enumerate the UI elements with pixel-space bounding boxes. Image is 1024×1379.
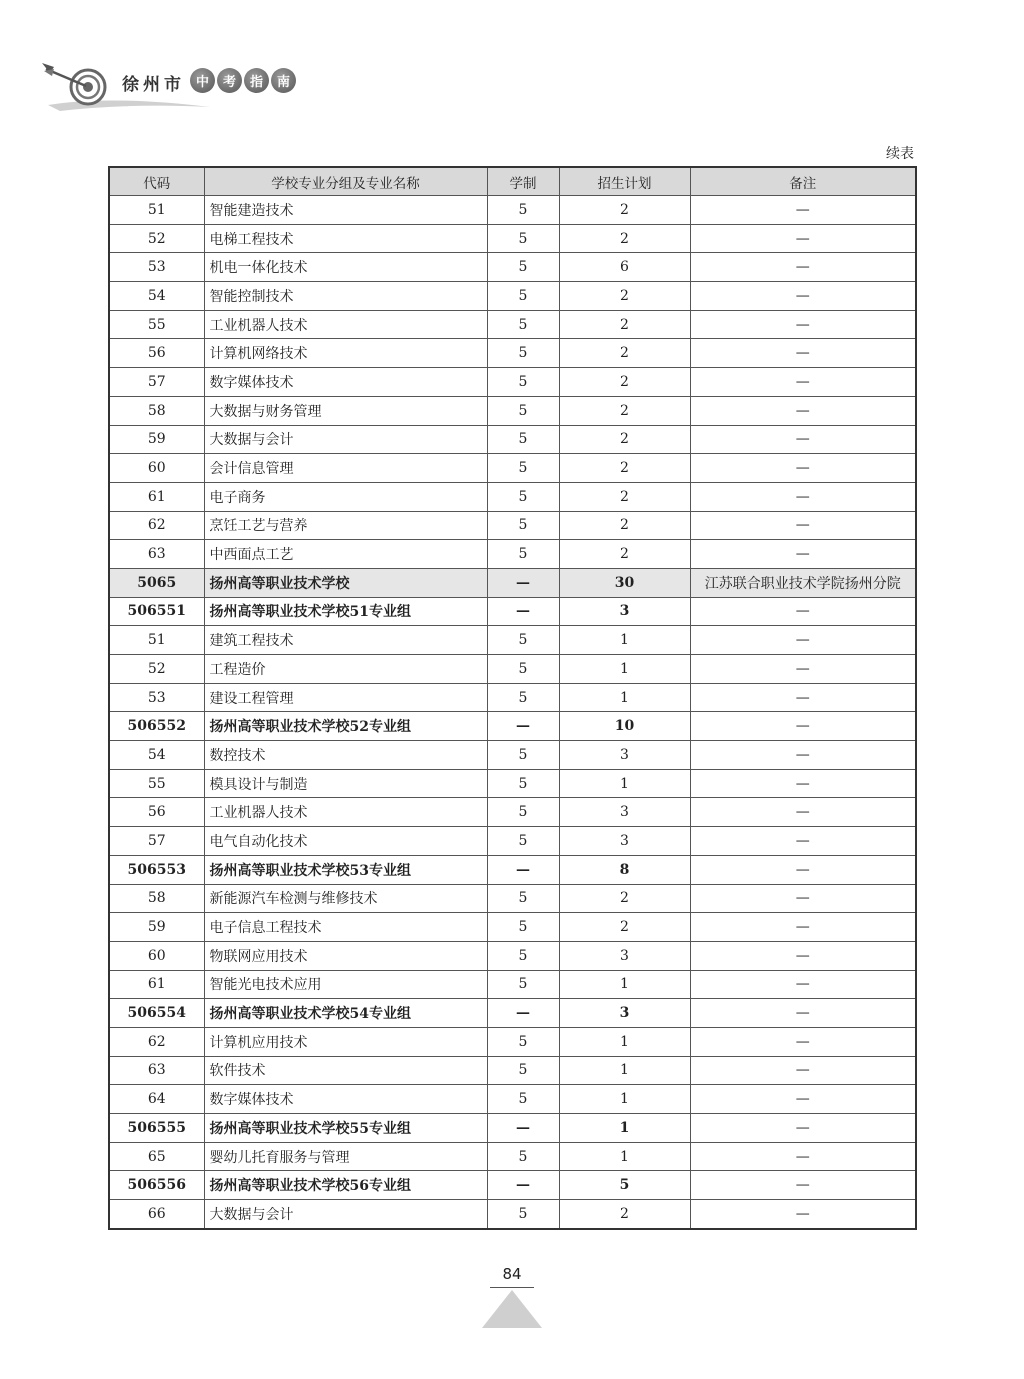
cell-years: 5 (487, 884, 559, 913)
cell-years: 5 (487, 196, 559, 225)
cell-years: 5 (487, 1027, 559, 1056)
table-row (109, 999, 916, 1028)
table-row (109, 482, 916, 511)
cell-name: 电气自动化技术 (204, 827, 487, 856)
cell-name: 中西面点工艺 (204, 540, 487, 569)
cell-note: — (690, 741, 916, 770)
cell-plan: 3 (559, 798, 690, 827)
table-row (109, 769, 916, 798)
cell-years: 5 (487, 482, 559, 511)
cell-plan: 2 (559, 884, 690, 913)
table-header-row (109, 167, 916, 196)
cell-plan: 1 (559, 769, 690, 798)
cell-plan: 3 (559, 827, 690, 856)
cell-plan: 8 (559, 855, 690, 884)
cell-code: 66 (109, 1200, 204, 1229)
cell-plan: 1 (559, 626, 690, 655)
cell-years: — (487, 597, 559, 626)
cell-code: 57 (109, 827, 204, 856)
table-row (109, 626, 916, 655)
cell-plan: 2 (559, 454, 690, 483)
table-row (109, 597, 916, 626)
cell-years: 5 (487, 454, 559, 483)
cell-note: — (690, 196, 916, 225)
cell-plan: 30 (559, 568, 690, 597)
cell-years: 5 (487, 970, 559, 999)
cell-years: — (487, 712, 559, 741)
cell-name: 建筑工程技术 (204, 626, 487, 655)
cell-note: — (690, 884, 916, 913)
cell-note: — (690, 396, 916, 425)
cell-years: — (487, 855, 559, 884)
cell-plan: 1 (559, 1027, 690, 1056)
continued-label: 续表 (886, 146, 914, 162)
cell-note: — (690, 597, 916, 626)
cell-plan: 2 (559, 368, 690, 397)
cell-years: — (487, 1114, 559, 1143)
cell-note: — (690, 941, 916, 970)
cell-name: 扬州高等职业技术学校52专业组 (204, 712, 487, 741)
cell-years: 5 (487, 1142, 559, 1171)
cell-plan: 2 (559, 511, 690, 540)
table-row (109, 568, 916, 597)
page-number-rule (490, 1287, 534, 1288)
cell-code: 59 (109, 913, 204, 942)
table-row (109, 941, 916, 970)
cell-years: 5 (487, 282, 559, 311)
cell-plan: 1 (559, 655, 690, 684)
cell-plan: 2 (559, 310, 690, 339)
cell-name: 烹饪工艺与营养 (204, 511, 487, 540)
cell-code: 52 (109, 224, 204, 253)
cell-years: 5 (487, 655, 559, 684)
cell-name: 物联网应用技术 (204, 941, 487, 970)
page-number: 84 (502, 1265, 522, 1283)
cell-years: 5 (487, 339, 559, 368)
cell-code: 53 (109, 683, 204, 712)
cell-code: 54 (109, 741, 204, 770)
table-row (109, 855, 916, 884)
cell-plan: 1 (559, 683, 690, 712)
cell-code: 64 (109, 1085, 204, 1114)
column-header-note: 备注 (690, 167, 916, 196)
cell-note: — (690, 1085, 916, 1114)
table-row (109, 1085, 916, 1114)
cell-code: 62 (109, 1027, 204, 1056)
cell-plan: 10 (559, 712, 690, 741)
cell-plan: 2 (559, 482, 690, 511)
cell-name: 扬州高等职业技术学校 (204, 568, 487, 597)
cell-note: — (690, 798, 916, 827)
table-row (109, 1056, 916, 1085)
cell-name: 工程造价 (204, 655, 487, 684)
cell-plan: 2 (559, 396, 690, 425)
guide-char: 指 (244, 68, 269, 93)
cell-years: 5 (487, 1085, 559, 1114)
cell-years: 5 (487, 1200, 559, 1229)
cell-plan: 1 (559, 1085, 690, 1114)
cell-name: 机电一体化技术 (204, 253, 487, 282)
cell-plan: 2 (559, 339, 690, 368)
cell-plan: 3 (559, 941, 690, 970)
cell-code: 60 (109, 454, 204, 483)
cell-code: 65 (109, 1142, 204, 1171)
cell-plan: 2 (559, 196, 690, 225)
cell-note: — (690, 827, 916, 856)
cell-note: — (690, 1142, 916, 1171)
cell-name: 数控技术 (204, 741, 487, 770)
cell-name: 扬州高等职业技术学校55专业组 (204, 1114, 487, 1143)
cell-code: 53 (109, 253, 204, 282)
cell-plan: 2 (559, 425, 690, 454)
cell-plan: 2 (559, 913, 690, 942)
table-row (109, 224, 916, 253)
cell-name: 智能建造技术 (204, 196, 487, 225)
cell-years: 5 (487, 425, 559, 454)
cell-years: 5 (487, 310, 559, 339)
cell-years: — (487, 999, 559, 1028)
guide-char: 中 (190, 68, 215, 93)
cell-note: — (690, 224, 916, 253)
cell-note: — (690, 655, 916, 684)
table-row (109, 425, 916, 454)
table-row (109, 511, 916, 540)
cell-code: 506551 (109, 597, 204, 626)
cell-name: 会计信息管理 (204, 454, 487, 483)
cell-years: 5 (487, 827, 559, 856)
cell-note: — (690, 769, 916, 798)
table-row (109, 827, 916, 856)
cell-note: — (690, 540, 916, 569)
cell-code: 51 (109, 626, 204, 655)
cell-plan: 5 (559, 1171, 690, 1200)
cell-note: — (690, 1027, 916, 1056)
table-row (109, 282, 916, 311)
cell-name: 电梯工程技术 (204, 224, 487, 253)
cell-note: — (690, 1200, 916, 1229)
cell-code: 58 (109, 396, 204, 425)
cell-code: 54 (109, 282, 204, 311)
cell-code: 55 (109, 769, 204, 798)
cell-plan: 2 (559, 224, 690, 253)
column-header-years: 学制 (487, 167, 559, 196)
cell-note: — (690, 253, 916, 282)
cell-code: 506554 (109, 999, 204, 1028)
cell-name: 大数据与财务管理 (204, 396, 487, 425)
guide-char: 南 (271, 68, 296, 93)
cell-code: 61 (109, 970, 204, 999)
cell-name: 工业机器人技术 (204, 310, 487, 339)
cell-note: — (690, 310, 916, 339)
table-row (109, 1200, 916, 1229)
table-row (109, 454, 916, 483)
cell-code: 63 (109, 1056, 204, 1085)
cell-code: 55 (109, 310, 204, 339)
city-title: 徐州市 (122, 75, 185, 95)
cell-plan: 2 (559, 1200, 690, 1229)
cell-code: 57 (109, 368, 204, 397)
cell-code: 5065 (109, 568, 204, 597)
cell-note: — (690, 999, 916, 1028)
cell-plan: 3 (559, 999, 690, 1028)
table-row (109, 655, 916, 684)
cell-years: 5 (487, 511, 559, 540)
cell-name: 计算机应用技术 (204, 1027, 487, 1056)
cell-note: — (690, 368, 916, 397)
cell-note: 江苏联合职业技术学院扬州分院 (690, 568, 916, 597)
enrollment-table (108, 166, 917, 1230)
cell-years: 5 (487, 396, 559, 425)
cell-years: 5 (487, 798, 559, 827)
cell-plan: 2 (559, 540, 690, 569)
table-body (109, 196, 916, 1229)
cell-code: 506556 (109, 1171, 204, 1200)
table-row (109, 1171, 916, 1200)
cell-years: — (487, 568, 559, 597)
cell-name: 模具设计与制造 (204, 769, 487, 798)
cell-name: 大数据与会计 (204, 1200, 487, 1229)
cell-note: — (690, 511, 916, 540)
cell-code: 506553 (109, 855, 204, 884)
cell-years: 5 (487, 253, 559, 282)
cell-years: 5 (487, 224, 559, 253)
cell-code: 51 (109, 196, 204, 225)
table-row (109, 1114, 916, 1143)
cell-code: 59 (109, 425, 204, 454)
guide-char: 考 (217, 68, 242, 93)
cell-name: 扬州高等职业技术学校51专业组 (204, 597, 487, 626)
guide-title (190, 68, 296, 93)
cell-note: — (690, 1114, 916, 1143)
page-triangle-decoration (482, 1290, 542, 1328)
table-row (109, 798, 916, 827)
cell-years: 5 (487, 626, 559, 655)
cell-note: — (690, 1056, 916, 1085)
cell-code: 52 (109, 655, 204, 684)
table-row (109, 1142, 916, 1171)
cell-years: 5 (487, 540, 559, 569)
cell-name: 婴幼儿托育服务与管理 (204, 1142, 487, 1171)
table-row (109, 253, 916, 282)
cell-name: 电子信息工程技术 (204, 913, 487, 942)
cell-code: 62 (109, 511, 204, 540)
cell-note: — (690, 855, 916, 884)
cell-name: 大数据与会计 (204, 425, 487, 454)
table-row (109, 368, 916, 397)
cell-name: 软件技术 (204, 1056, 487, 1085)
cell-name: 扬州高等职业技术学校54专业组 (204, 999, 487, 1028)
table-row (109, 884, 916, 913)
cell-code: 61 (109, 482, 204, 511)
cell-plan: 1 (559, 1056, 690, 1085)
cell-note: — (690, 683, 916, 712)
cell-years: 5 (487, 741, 559, 770)
cell-note: — (690, 425, 916, 454)
cell-years: — (487, 1171, 559, 1200)
cell-name: 数字媒体技术 (204, 1085, 487, 1114)
table-row (109, 396, 916, 425)
table-row (109, 310, 916, 339)
cell-name: 扬州高等职业技术学校56专业组 (204, 1171, 487, 1200)
cell-code: 56 (109, 798, 204, 827)
cell-years: 5 (487, 1056, 559, 1085)
column-header-name: 学校专业分组及专业名称 (204, 167, 487, 196)
cell-years: 5 (487, 913, 559, 942)
cell-years: 5 (487, 941, 559, 970)
cell-name: 智能光电技术应用 (204, 970, 487, 999)
cell-code: 60 (109, 941, 204, 970)
cell-years: 5 (487, 368, 559, 397)
cell-plan: 6 (559, 253, 690, 282)
column-header-code: 代码 (109, 167, 204, 196)
cell-name: 扬州高等职业技术学校53专业组 (204, 855, 487, 884)
cell-plan: 1 (559, 1114, 690, 1143)
cell-name: 数字媒体技术 (204, 368, 487, 397)
table-row (109, 913, 916, 942)
table-row (109, 683, 916, 712)
cell-note: — (690, 482, 916, 511)
cell-plan: 3 (559, 741, 690, 770)
cell-plan: 1 (559, 1142, 690, 1171)
table-row (109, 196, 916, 225)
cell-note: — (690, 913, 916, 942)
cell-note: — (690, 339, 916, 368)
table-row (109, 1027, 916, 1056)
table-row (109, 741, 916, 770)
cell-note: — (690, 282, 916, 311)
cell-years: 5 (487, 683, 559, 712)
table-row (109, 540, 916, 569)
cell-code: 506555 (109, 1114, 204, 1143)
cell-name: 智能控制技术 (204, 282, 487, 311)
cell-code: 56 (109, 339, 204, 368)
cell-plan: 1 (559, 970, 690, 999)
cell-note: — (690, 1171, 916, 1200)
table-row (109, 339, 916, 368)
cell-code: 58 (109, 884, 204, 913)
cell-note: — (690, 626, 916, 655)
page-header (40, 55, 340, 125)
cell-plan: 3 (559, 597, 690, 626)
cell-name: 新能源汽车检测与维修技术 (204, 884, 487, 913)
cell-code: 63 (109, 540, 204, 569)
cell-name: 工业机器人技术 (204, 798, 487, 827)
column-header-plan: 招生计划 (559, 167, 690, 196)
table-row (109, 712, 916, 741)
cell-name: 建设工程管理 (204, 683, 487, 712)
cell-years: 5 (487, 769, 559, 798)
cell-note: — (690, 712, 916, 741)
cell-note: — (690, 970, 916, 999)
cell-code: 506552 (109, 712, 204, 741)
table-row (109, 970, 916, 999)
cell-note: — (690, 454, 916, 483)
cell-name: 电子商务 (204, 482, 487, 511)
cell-plan: 2 (559, 282, 690, 311)
cell-name: 计算机网络技术 (204, 339, 487, 368)
